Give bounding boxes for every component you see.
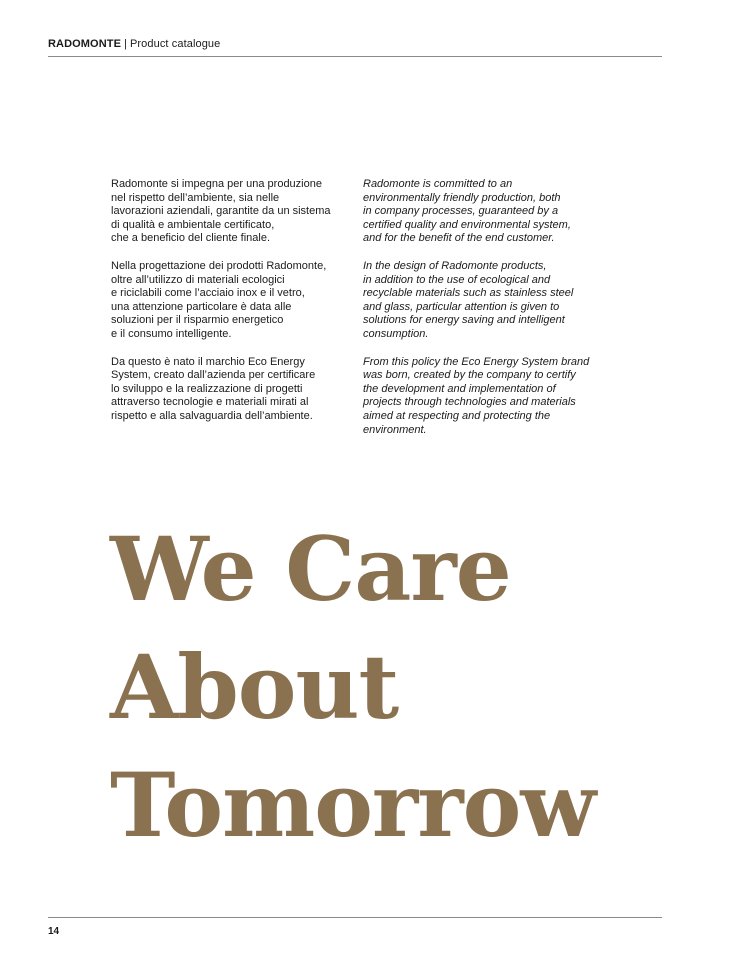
- english-paragraph: Radomonte is committed to an environmentally friendly production, both in company processes, guaranteed by a certified quality and environmental system, and for the benefit of the end customer.: [363, 178, 571, 245]
- english-paragraph: From this policy the Eco Energy System brand was born, created by the company to certify the development and implementation of projects through technologies and materials aimed at respecting and protecting the environment.: [363, 355, 590, 436]
- italian-paragraph: Radomonte si impegna per una produzione nel rispetto dell’ambiente, sia nelle lavorazioni aziendali, garantite da un sistema di qualità e ambientale certificato, che a beneficio del cliente finale.: [111, 178, 331, 245]
- headline-line: Tomorrow: [110, 753, 596, 857]
- headline-line: We Care: [110, 517, 511, 621]
- page-header: [48, 38, 220, 50]
- header-separator: |: [124, 38, 127, 50]
- header-divider: [48, 56, 662, 57]
- header-subtitle: Product catalogue: [129, 38, 221, 50]
- english-text-column: [363, 178, 613, 451]
- headline: [110, 510, 595, 864]
- italian-text-column: [111, 178, 351, 438]
- brand-name: RADOMONTE: [48, 38, 122, 50]
- headline-line: About: [110, 635, 399, 739]
- italian-paragraph: Da questo è nato il marchio Eco Energy System, creato dall’azienda per certificare lo sviluppo e la realizzazione di progetti attraverso tecnologie e materiali mirati al rispetto e alla salvaguardia dell’ambiente.: [111, 355, 316, 422]
- footer-divider: [48, 917, 662, 918]
- italian-paragraph: Nella progettazione dei prodotti Radomonte, oltre all’utilizzo di materiali ecologici e riciclabili come l’acciaio inox e il vetro, una attenzione particolare è data alle soluzioni per il risparmio energetico e il consumo intelligente.: [111, 259, 327, 340]
- page-number: 14: [48, 926, 60, 937]
- english-paragraph: In the design of Radomonte products, in addition to the use of ecological and recyclable materials such as stainless steel and glass, particular attention is given to solutions for energy saving and intelligent consumption.: [363, 259, 574, 340]
